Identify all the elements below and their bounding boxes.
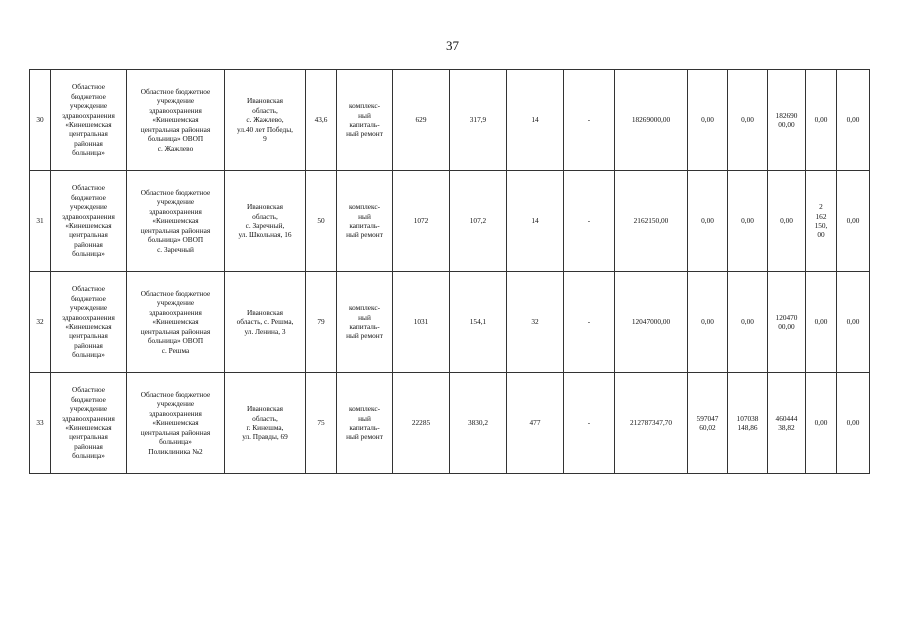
value-cell: 629 <box>393 70 450 171</box>
facility-cell: Областное бюджетное учреждение здравоохранения «Кинешемская центральная районная больница» ОВОП с. Заречный <box>127 171 225 272</box>
value-cell: 14 <box>507 70 564 171</box>
wear-cell: 79 <box>306 272 337 373</box>
value-cell: 18269000,00 <box>615 70 688 171</box>
row-number: 30 <box>30 70 51 171</box>
value-cell: 0,00 <box>806 373 837 474</box>
value-cell: 477 <box>507 373 564 474</box>
value-cell: - <box>564 373 615 474</box>
row-number: 33 <box>30 373 51 474</box>
wear-cell: 75 <box>306 373 337 474</box>
value-cell: 0,00 <box>837 70 870 171</box>
value-cell: 460444 38,82 <box>768 373 806 474</box>
facility-cell: Областное бюджетное учреждение здравоохранения «Кинешемская центральная районная больница» ОВОП с. Жажлево <box>127 70 225 171</box>
value-cell: 0,00 <box>728 70 768 171</box>
value-cell: 212787347,70 <box>615 373 688 474</box>
value-cell: 32 <box>507 272 564 373</box>
value-cell: 22285 <box>393 373 450 474</box>
facility-cell: Областное бюджетное учреждение здравоохранения «Кинешемская центральная районная больница» Поликлиника №2 <box>127 373 225 474</box>
row-number: 31 <box>30 171 51 272</box>
value-cell: 0,00 <box>688 272 728 373</box>
row-number: 32 <box>30 272 51 373</box>
value-cell: 14 <box>507 171 564 272</box>
value-cell: 107,2 <box>450 171 507 272</box>
work-type-cell: комплекс- ный капиталь- ный ремонт <box>337 272 393 373</box>
institution-cell: Областное бюджетное учреждение здравоохранения «Кинешемская центральная районная больница» <box>51 373 127 474</box>
value-cell: 2162150,00 <box>615 171 688 272</box>
value-cell: 597047 60,02 <box>688 373 728 474</box>
address-cell: Ивановская область, г. Кинешма, ул. Правды, 69 <box>225 373 306 474</box>
value-cell: 12047000,00 <box>615 272 688 373</box>
value-cell: 317,9 <box>450 70 507 171</box>
table-row <box>30 272 870 373</box>
table-row <box>30 373 870 474</box>
value-cell: 0,00 <box>806 272 837 373</box>
value-cell: 0,00 <box>837 373 870 474</box>
address-cell: Ивановская область, с. Решма, ул. Ленина, 3 <box>225 272 306 373</box>
value-cell: 0,00 <box>768 171 806 272</box>
institution-cell: Областное бюджетное учреждение здравоохранения «Кинешемская центральная районная больница» <box>51 171 127 272</box>
table-row <box>30 171 870 272</box>
value-cell: 3830,2 <box>450 373 507 474</box>
value-cell: 0,00 <box>837 272 870 373</box>
value-cell: 120470 00,00 <box>768 272 806 373</box>
value-cell: 0,00 <box>837 171 870 272</box>
value-cell: 182690 00,00 <box>768 70 806 171</box>
value-cell: 1031 <box>393 272 450 373</box>
work-type-cell: комплекс- ный капиталь- ный ремонт <box>337 70 393 171</box>
table-row <box>30 70 870 171</box>
value-cell: 2 162 150, 00 <box>806 171 837 272</box>
wear-cell: 43,6 <box>306 70 337 171</box>
value-cell: 0,00 <box>688 171 728 272</box>
wear-cell: 50 <box>306 171 337 272</box>
value-cell: - <box>564 272 615 373</box>
value-cell: 0,00 <box>806 70 837 171</box>
page-number: 37 <box>446 38 459 53</box>
facility-cell: Областное бюджетное учреждение здравоохранения «Кинешемская центральная районная больница» ОВОП с. Решма <box>127 272 225 373</box>
work-type-cell: комплекс- ный капиталь- ный ремонт <box>337 373 393 474</box>
value-cell: 0,00 <box>728 171 768 272</box>
work-type-cell: комплекс- ный капиталь- ный ремонт <box>337 171 393 272</box>
institution-cell: Областное бюджетное учреждение здравоохранения «Кинешемская центральная районная больница» <box>51 70 127 171</box>
address-cell: Ивановская область, с. Жажлево, ул.40 лет Победы, 9 <box>225 70 306 171</box>
value-cell: - <box>564 171 615 272</box>
institution-cell: Областное бюджетное учреждение здравоохранения «Кинешемская центральная районная больница» <box>51 272 127 373</box>
facilities-table <box>29 69 870 474</box>
address-cell: Ивановская область, с. Заречный, ул. Школьная, 16 <box>225 171 306 272</box>
value-cell: - <box>564 70 615 171</box>
value-cell: 107038 148,86 <box>728 373 768 474</box>
value-cell: 0,00 <box>688 70 728 171</box>
value-cell: 154,1 <box>450 272 507 373</box>
value-cell: 1072 <box>393 171 450 272</box>
value-cell: 0,00 <box>728 272 768 373</box>
